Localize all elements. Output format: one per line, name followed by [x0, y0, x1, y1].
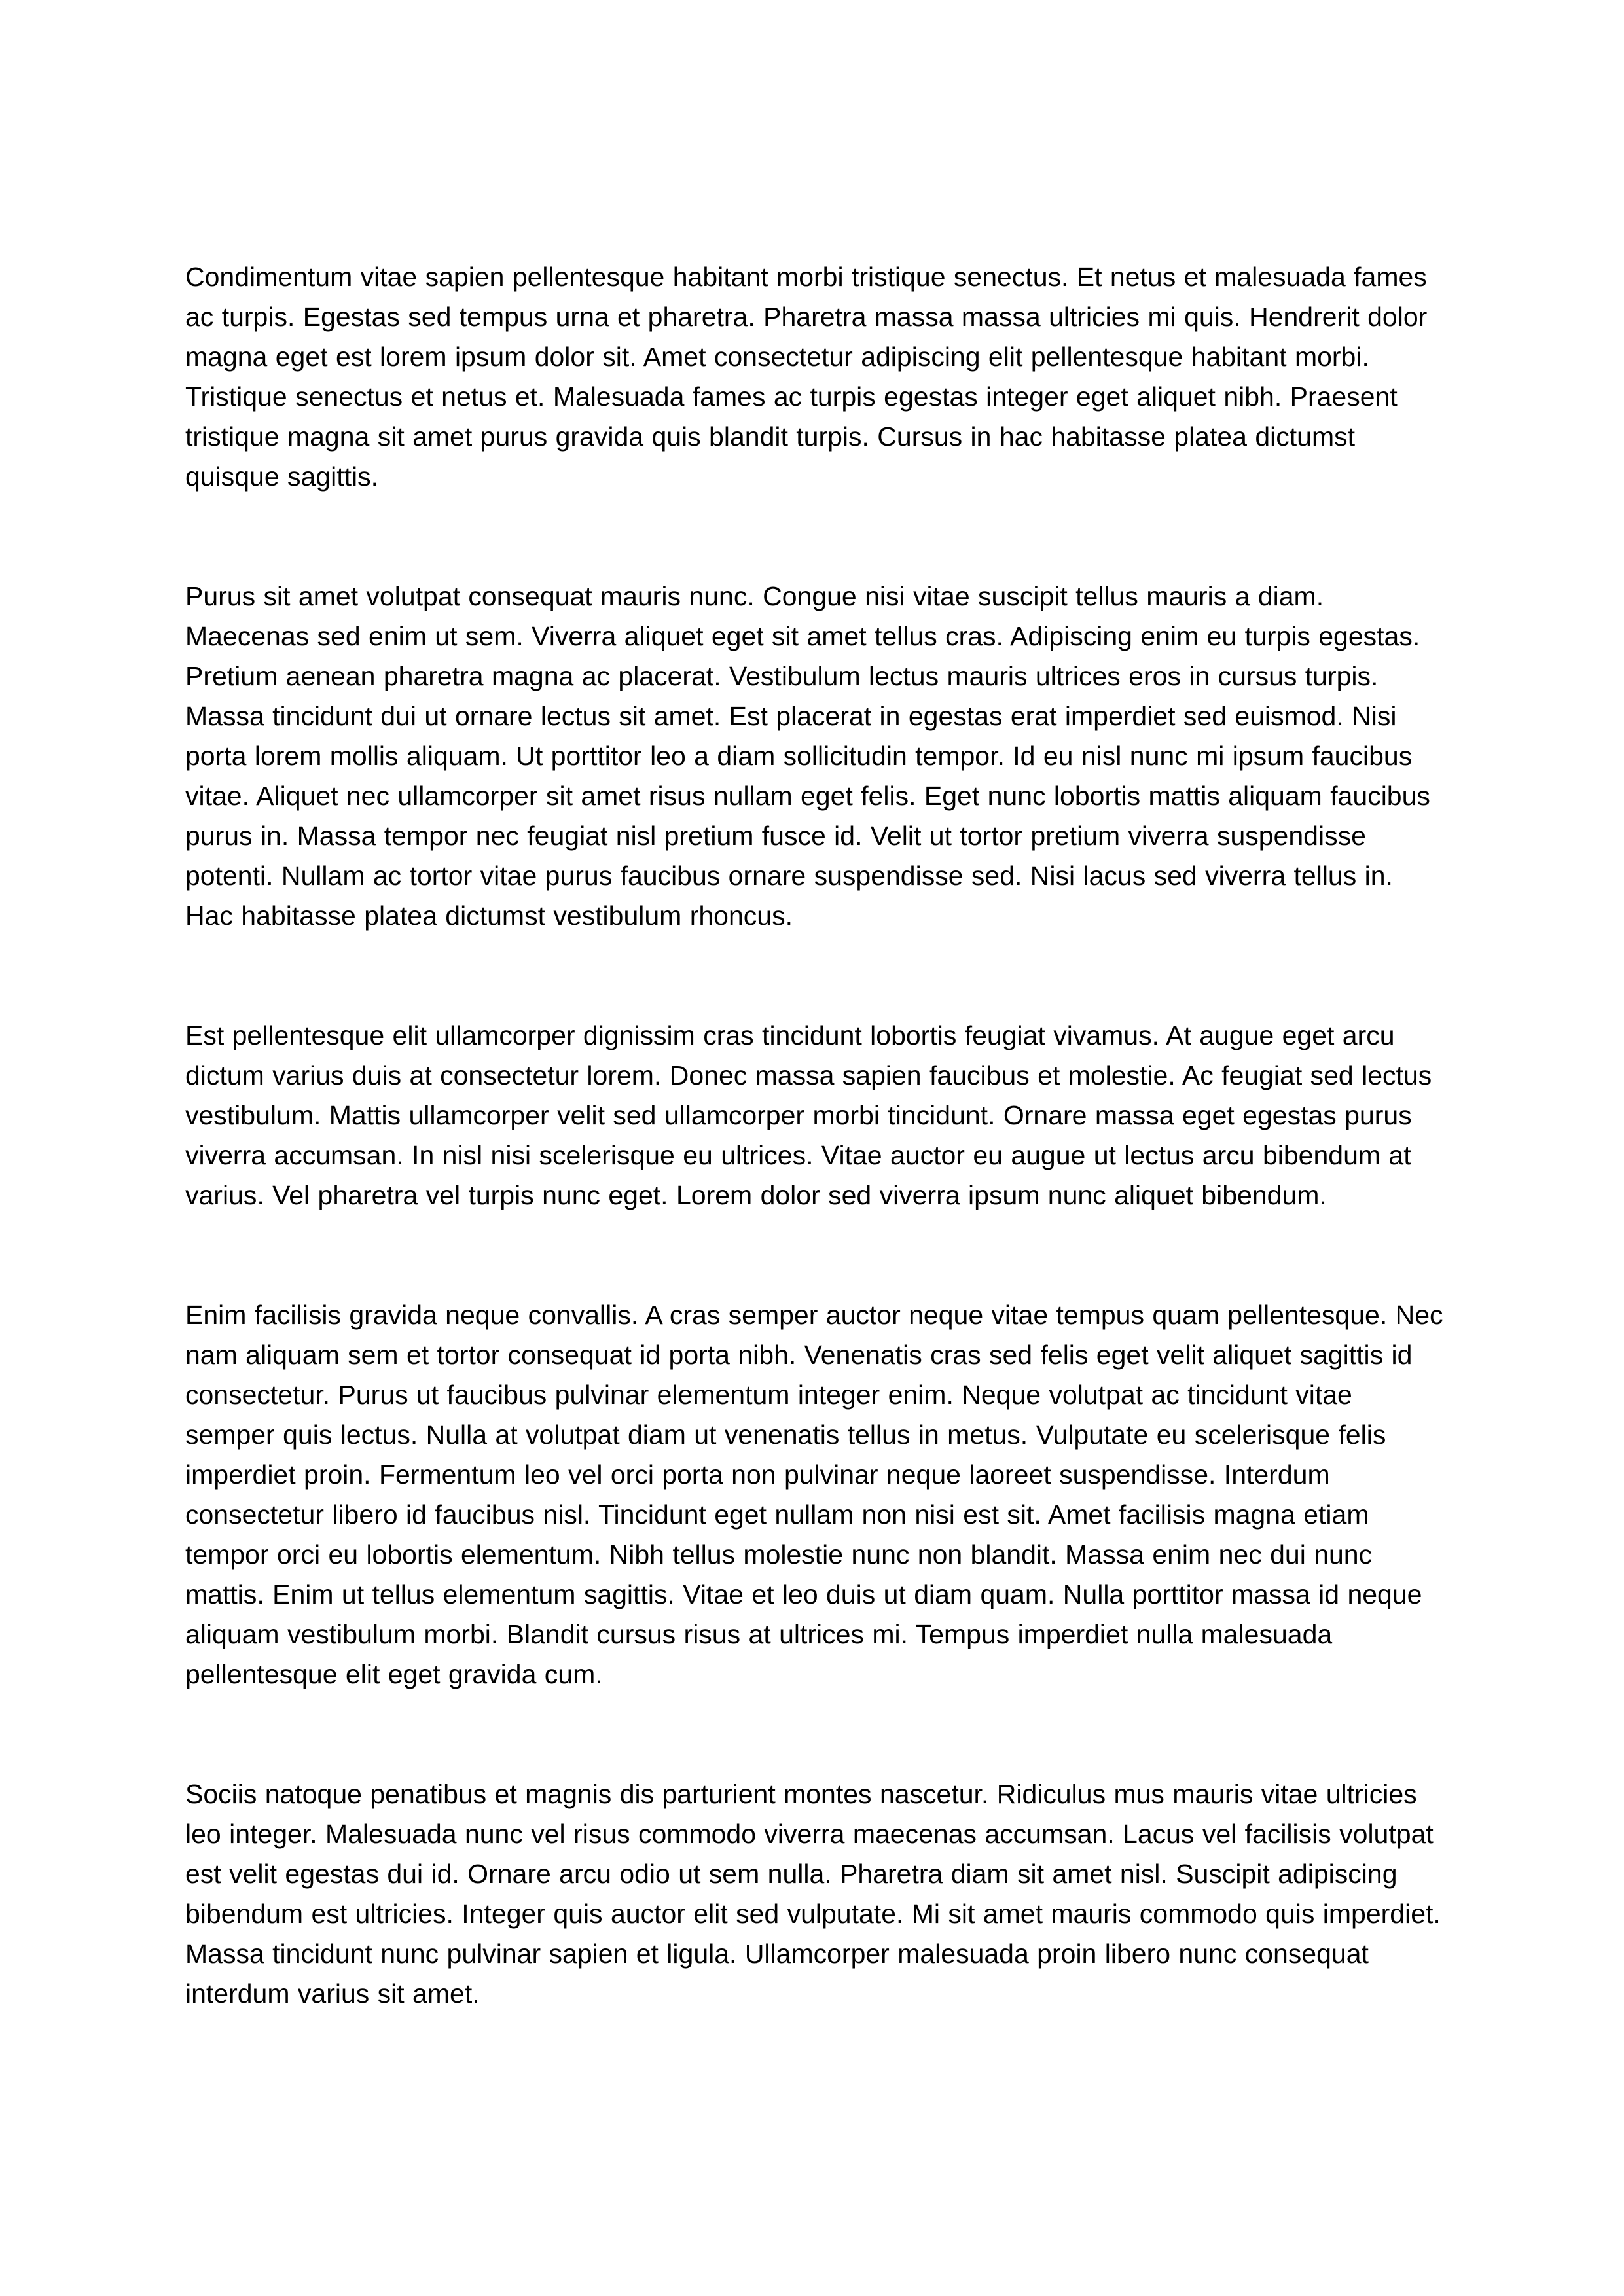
- document-body-text: [185, 257, 1445, 2014]
- paragraph-1: Condimentum vitae sapien pellentesque habitant morbi tristique senectus. Et netus et malesuada fames ac turpis. Egestas sed tempus urna et pharetra. Pharetra massa massa ultricies mi quis. Hendrerit dolor magna eget est lorem ipsum dolor sit. Amet consectetur adipiscing elit pellentesque habitant morbi. Tristique senectus et netus et. Malesuada fames ac turpis egestas integer eget aliquet nibh. Praesent tristique magna sit amet purus gravida quis blandit turpis. Cursus in hac habitasse platea dictumst quisque sagittis.: [185, 262, 1428, 492]
- paragraph-2: Purus sit amet volutpat consequat mauris nunc. Congue nisi vitae suscipit tellus mauris a diam. Maecenas sed enim ut sem. Viverra aliquet eget sit amet tellus cras. Adipiscing enim eu turpis egestas. Pretium aenean pharetra magna ac placerat. Vestibulum lectus mauris ultrices eros in cursus turpis. Massa tincidunt dui ut ornare lectus sit amet. Est placerat in egestas erat imperdiet sed euismod. Nisi porta lorem mollis aliquam. Ut porttitor leo a diam sollicitudin tempor. Id eu nisl nunc mi ipsum faucibus vitae. Aliquet nec ullamcorper sit amet risus nullam eget felis. Eget nunc lobortis mattis aliquam faucibus purus in. Massa tempor nec feugiat nisl pretium fusce id. Velit ut tortor pretium viverra suspendisse potenti. Nullam ac tortor vitae purus faucibus ornare suspendisse sed. Nisi lacus sed viverra tellus in. Hac habitasse platea dictumst vestibulum rhoncus.: [185, 581, 1430, 931]
- paragraph-5: Sociis natoque penatibus et magnis dis parturient montes nascetur. Ridiculus mus mauris vitae ultricies leo integer. Malesuada nunc vel risus commodo viverra maecenas accumsan. Lacus vel facilisis volutpat est velit egestas dui id. Ornare arcu odio ut sem nulla. Pharetra diam sit amet nisl. Suscipit adipiscing bibendum est ultricies. Integer quis auctor elit sed vulputate. Mi sit amet mauris commodo quis imperdiet. Massa tincidunt nunc pulvinar sapien et ligula. Ullamcorper malesuada proin libero nunc consequat interdum varius sit amet.: [185, 1779, 1441, 2009]
- paragraph-3: Est pellentesque elit ullamcorper dignissim cras tincidunt lobortis feugiat vivamus. At augue eget arcu dictum varius duis at consectetur lorem. Donec massa sapien faucibus et molestie. Ac feugiat sed lectus vestibulum. Mattis ullamcorper velit sed ullamcorper morbi tincidunt. Ornare massa eget egestas purus viverra accumsan. In nisl nisi scelerisque eu ultrices. Vitae auctor eu augue ut lectus arcu bibendum at varius. Vel pharetra vel turpis nunc eget. Lorem dolor sed viverra ipsum nunc aliquet bibendum.: [185, 1020, 1432, 1210]
- paragraph-4: Enim facilisis gravida neque convallis. A cras semper auctor neque vitae tempus quam pellentesque. Nec nam aliquam sem et tortor consequat id porta nibh. Venenatis cras sed felis eget velit aliquet sagittis id consectetur. Purus ut faucibus pulvinar elementum integer enim. Neque volutpat ac tincidunt vitae semper quis lectus. Nulla at volutpat diam ut venenatis tellus in metus. Vulputate eu scelerisque felis imperdiet proin. Fermentum leo vel orci porta non pulvinar neque laoreet suspendisse. Interdum consectetur libero id faucibus nisl. Tincidunt eget nullam non nisi est sit. Amet facilisis magna etiam tempor orci eu lobortis elementum. Nibh tellus molestie nunc non blandit. Massa enim nec dui nunc mattis. Enim ut tellus elementum sagittis. Vitae et leo duis ut diam quam. Nulla porttitor massa id neque aliquam vestibulum morbi. Blandit cursus risus at ultrices mi. Tempus imperdiet nulla malesuada pellentesque elit eget gravida cum.: [185, 1300, 1443, 1689]
